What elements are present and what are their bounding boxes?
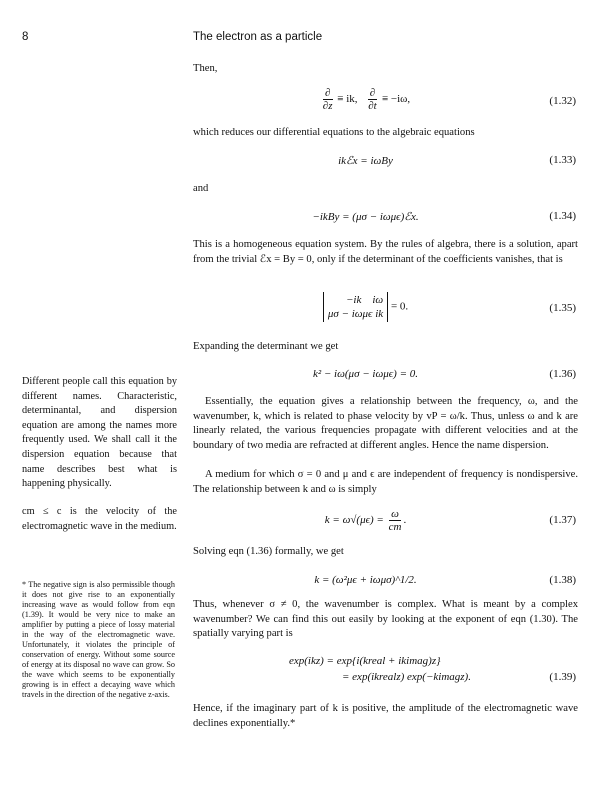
page-number: 8 — [22, 31, 29, 43]
equation-1-38: k = (ω²μϵ + iωμσ)^1/2. (1.38) — [314, 574, 576, 586]
text-solving: Solving eqn (1.36) formally, we get — [193, 546, 344, 557]
text-essentially: Essentially, the equation gives a relationship between the frequency, ω, and the wavenumber, k, which is related to phase velocity by vP = ω/k. Thus, unless ω and k are linearly related, the various frequencies propagate with different velocities and at the boundary of two media are refracted at different angles. Hence the name dispersion. — [193, 396, 578, 451]
footnote: * The negative sign is also permissible though it does not give rise to an exponentially increasing wave as would follow from eqn (1.39). It would be very nice to make an amplifier by putting a piece of lossy material in the way of the electromagnetic wave. Unfortunately, it violates the principle of conservation of energy. Without some source of energy at its disposal no wave can grow. So the wave which seems to be exponentially growing is in effect a decaying wave which travels in the direction of the negative z-axis. — [22, 580, 175, 699]
running-title: The electron as a particle — [193, 31, 323, 43]
equation-1-34: −ikBy = (μσ − iωμϵ)ℰx. (1.34) — [312, 210, 576, 223]
text-and: and — [193, 183, 209, 194]
text-hence: Hence, if the imaginary part of k is positive, the amplitude of the electromagnetic wave declines exponentially.* — [193, 703, 578, 729]
equation-1-37: k = ω√(μϵ) = $\frac{\omega}{cm}$ . (1.37) — [324, 508, 576, 533]
text-then: Then, — [193, 63, 218, 74]
equation-1-33: ikℰx = iωBy (1.33) — [338, 154, 576, 167]
equation-1-36: k² − iω(μσ − iωμϵ) = 0. (1.36) — [312, 368, 576, 380]
sidenote-dispersion: Different people call this equation by different names. Characteristic, determinantal, and dispersion equation are among the names more frequently used. We shall call it the dispersion equation because that name describes best what is happening physically. — [22, 376, 177, 490]
text-homogeneous: This is a homogeneous equation system. By the rules of algebra, there is a solution, apart from the trivial ℰx = By = 0, only if the determinant of the coefficients vanishes, that is — [193, 239, 578, 265]
sidenote-cm: cm ≤ c is the velocity of the electromagnetic wave in the medium. — [22, 506, 177, 532]
text-expanding: Expanding the determinant we get — [193, 341, 339, 352]
equation-1-32: $\frac{\partial}{\partial z}$ ≡ ik, $\frac{\partial}{\partial t}$ ≡ −iω, (1.32) — [322, 87, 576, 112]
text-medium: A medium for which σ = 0 and μ and ϵ are independent of frequency is nondispersive. The relationship between k and ω is simply — [193, 469, 578, 495]
text-thus: Thus, whenever σ ≠ 0, the wavenumber is complex. What is meant by a complex wavenumber? We can find this out easily by looking at the exponent of eqn (1.30). The spatially varying part is — [193, 599, 578, 640]
equation-1-35: −ik iω μσ − iωμϵ ik = 0. (1.35) — [193, 292, 578, 326]
text-reduces: which reduces our differential equations to the algebraic equations — [193, 127, 475, 138]
equation-1-39: exp(ikz) = exp{i(kreal + ikimag)z} = exp(ikrealz) exp(−kimagz). (1.39) — [289, 655, 576, 683]
